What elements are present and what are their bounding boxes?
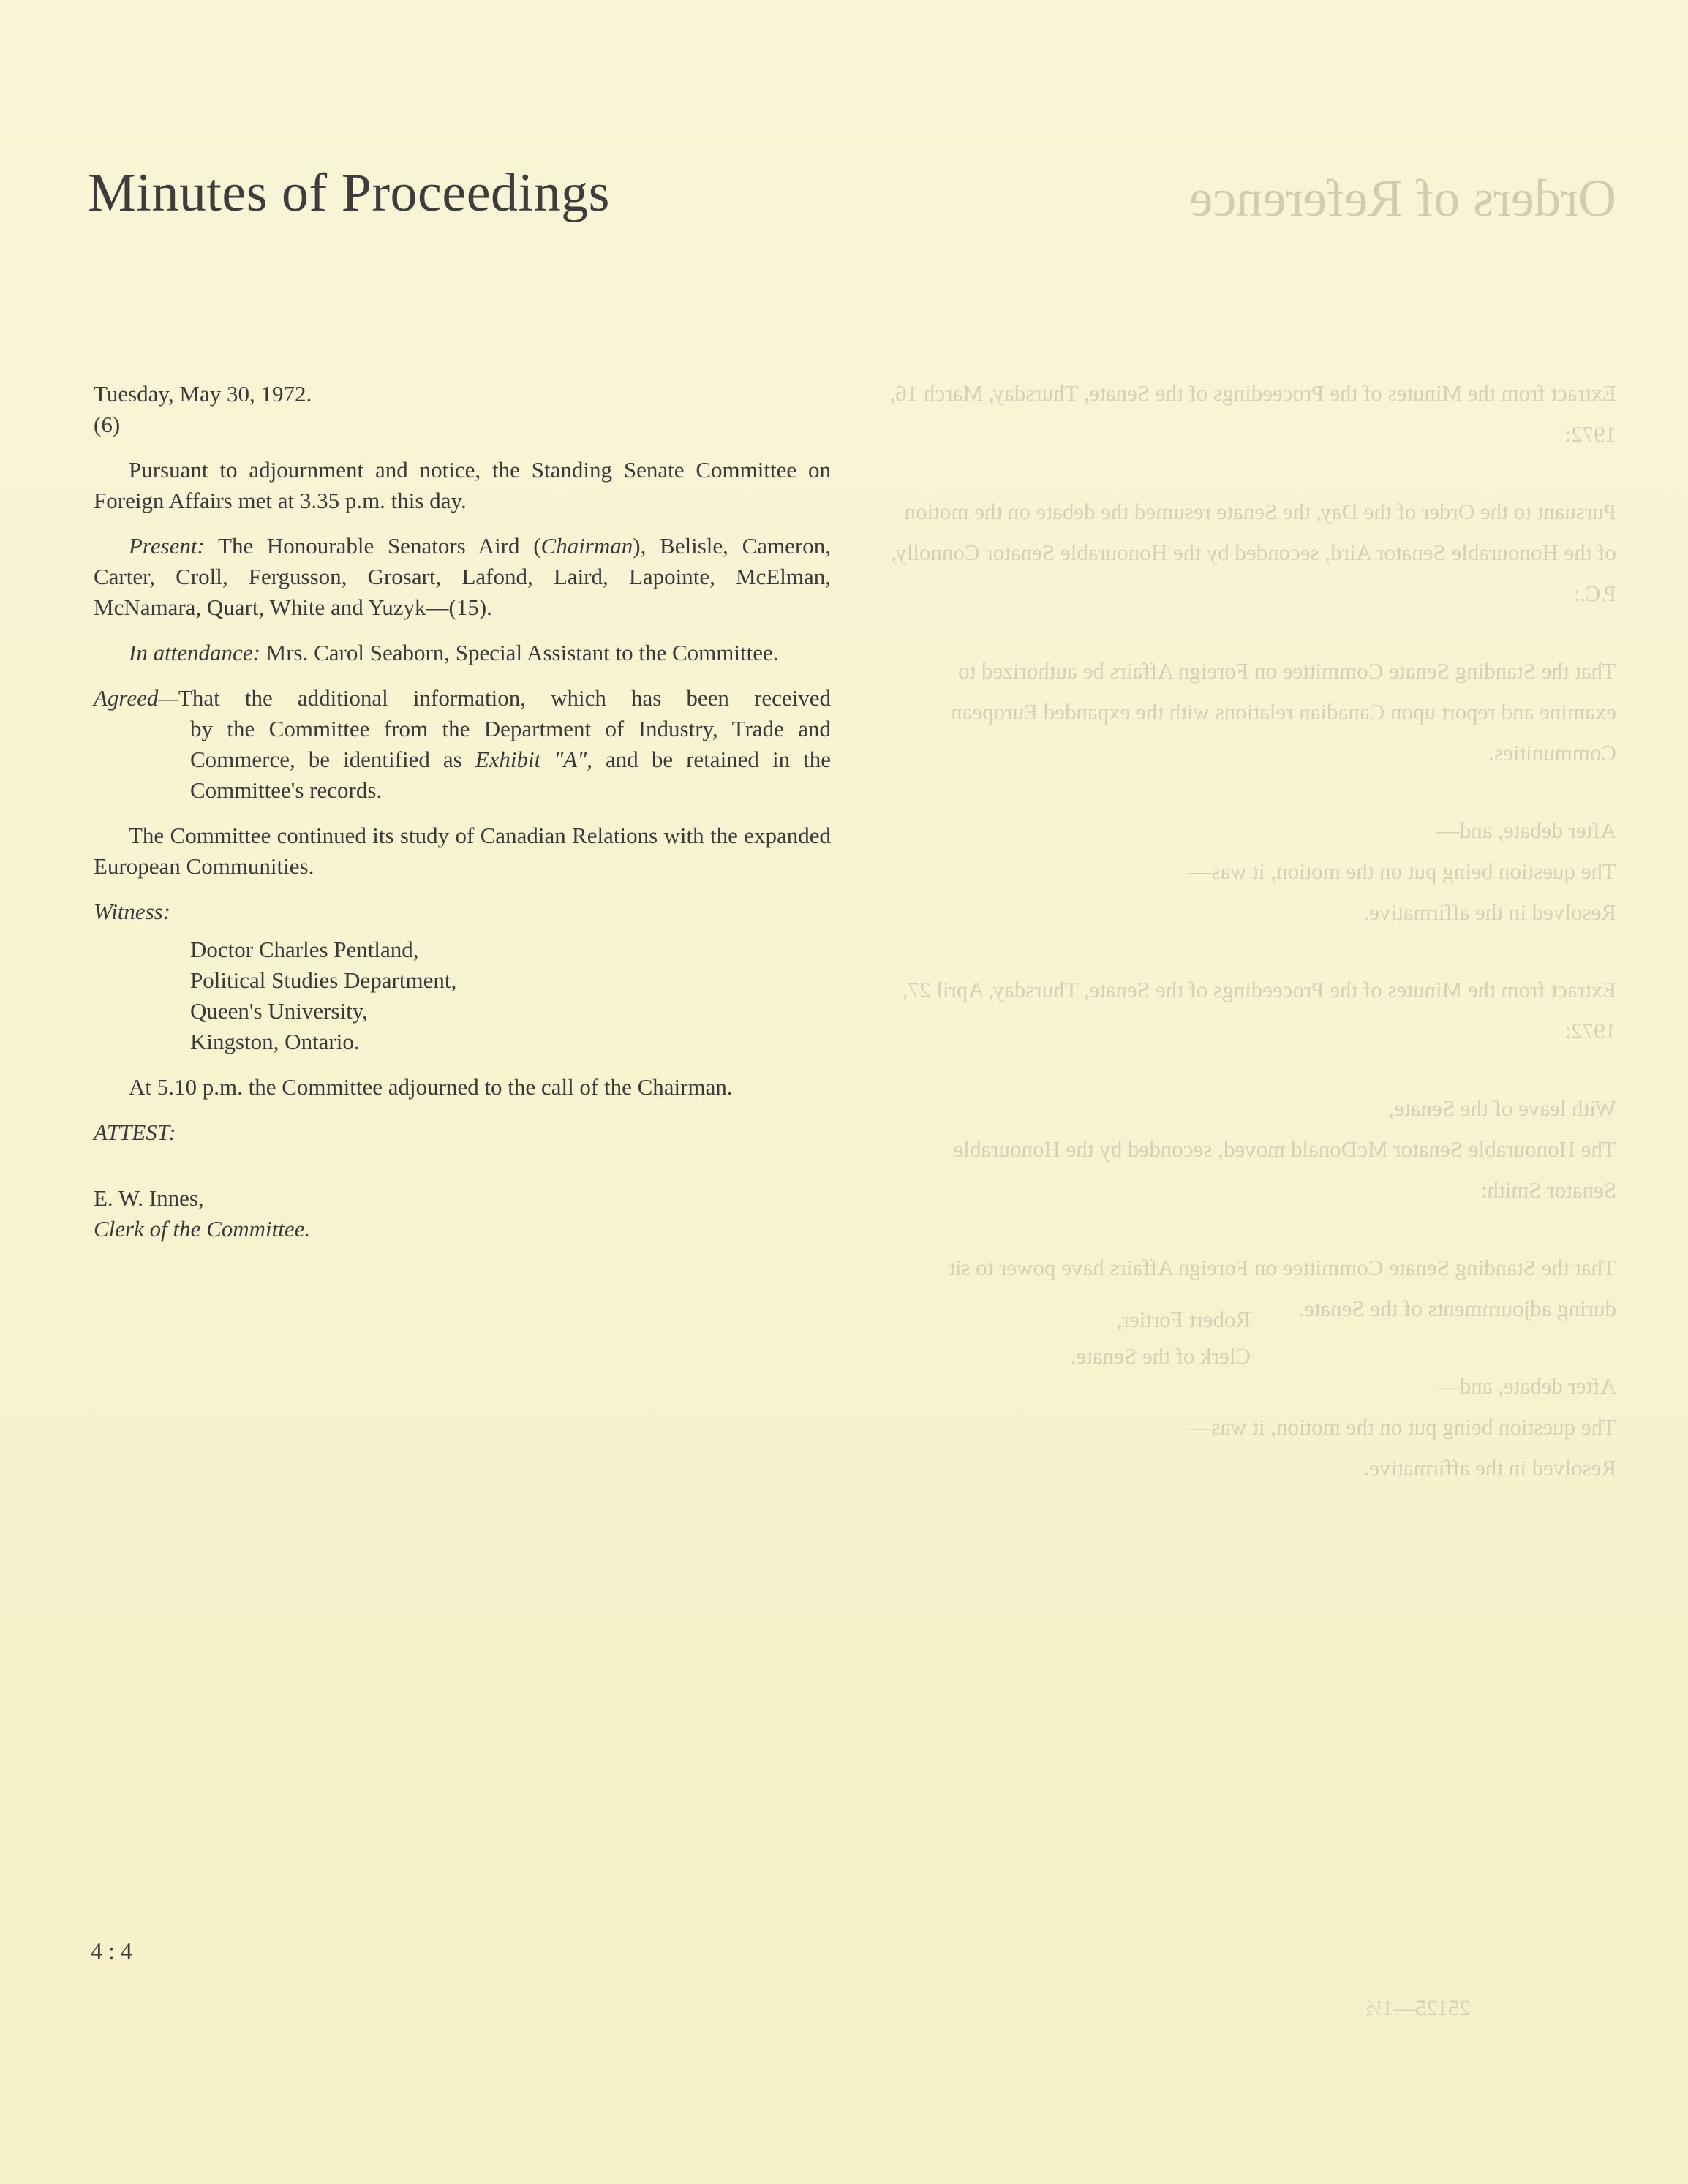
witness-line: Kingston, Ontario. (190, 1029, 360, 1054)
attendance-label: In attendance: (129, 640, 260, 665)
agreed-rest-a: by the Committee from the Department of Industry, Trade and Commerce, be identified as (190, 716, 831, 772)
present-label: Present: (129, 533, 205, 559)
agreed-rest-b: , and be retained in the Committee's records. (190, 747, 831, 803)
agreed-line1: That the additional information, which has been received (178, 685, 831, 711)
attendance-paragraph (94, 638, 831, 668)
agreed-exhibit: Exhibit "A" (475, 747, 587, 772)
meeting-number: (6) (94, 412, 121, 437)
agreed-paragraph (94, 683, 831, 714)
meeting-date: Tuesday, May 30, 1972. (94, 381, 312, 407)
opening-paragraph: Pursuant to adjournment and notice, the Standing Senate Committee on Foreign Affairs met at 3.35 p.m. this day. (94, 457, 831, 513)
witness-line: Queen's University, (190, 998, 368, 1024)
page-title: Minutes of Proceedings (88, 163, 610, 223)
continued-paragraph: The Committee continued its study of Canadian Relations with the expanded European Communities. (94, 823, 831, 879)
witness-line: Political Studies Department, (190, 967, 457, 993)
witness-line: Doctor Charles Pentland, (190, 937, 419, 962)
attest-label: ATTEST: (94, 1119, 176, 1145)
signature-role: Clerk of the Committee. (94, 1216, 311, 1242)
bleed-through-decoration: Orders of Reference Extract from the Minutes of the Proceedings of the Senate, Thursday, March 16, 1972: Pursuant to the Order of the Day, the Senate resumed the debate on the motion of the Honourable Senator Aird, seconded by the Honourable Senator Connolly, P.C.: That the Standing Senate Committee on Foreign Affairs be authorized to examine and report upon Canadian relations with the expanded European Communities. After debate, and— The question being put on the motion, it was— Resolved in the affirmative. Extract from the Minutes of the Proceedings of the Senate, Thursday, April 27, 1972: With leave of the Senate, The Honourable Senator McDonald moved, seconded by the Honourable Senator Smith: That the Standing Senate Committee on Foreign Affairs have power to sit during adjournments of the Senate. After debate, and— The question being put on the motion, it was— Resolved in the affirmative. Robert Fortier, Clerk of the Senate. 25125—1½ (889, 169, 1616, 2020)
minutes-body (94, 379, 831, 1244)
present-paragraph (94, 531, 831, 623)
agreed-label: Agreed— (94, 685, 178, 711)
adjourned-paragraph: At 5.10 p.m. the Committee adjourned to the call of the Chairman. (129, 1074, 733, 1100)
attendance-text: Mrs. Carol Seaborn, Special Assistant to the Committee. (260, 640, 779, 665)
present-text-b: ), Belisle, Cameron, Carter, Croll, Fergusson, Grosart, Lafond, Laird, Lapointe, McElman, McNamara, Quart, White and Yuzyk—(15). (94, 533, 831, 620)
witness-address (94, 934, 831, 1057)
present-chairman: Chairman (540, 533, 633, 559)
page-number: 4 : 4 (91, 1938, 132, 1964)
witness-label: Witness: (94, 899, 171, 924)
present-text-a: The Honourable Senators Aird ( (204, 533, 541, 559)
signature-name: E. W. Innes, (94, 1185, 204, 1211)
agreed-continuation (94, 714, 831, 806)
